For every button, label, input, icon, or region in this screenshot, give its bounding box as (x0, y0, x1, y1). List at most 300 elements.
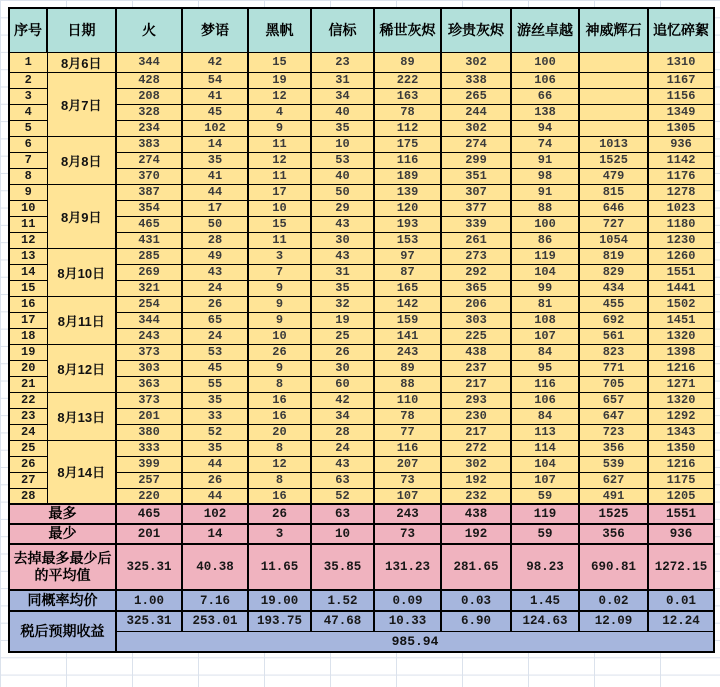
max-value-cell[interactable]: 119 (511, 504, 579, 524)
data-cell[interactable]: 10 (248, 328, 311, 344)
income-value-cell[interactable]: 10.33 (374, 611, 441, 631)
data-cell[interactable]: 222 (374, 72, 441, 88)
data-cell[interactable]: 539 (579, 456, 648, 472)
data-cell[interactable]: 86 (511, 232, 579, 248)
data-cell[interactable]: 465 (116, 216, 182, 232)
data-cell[interactable]: 108 (511, 312, 579, 328)
min-value-cell[interactable]: 3 (248, 524, 311, 544)
data-cell[interactable]: 87 (374, 264, 441, 280)
data-cell[interactable]: 491 (579, 488, 648, 504)
data-cell[interactable]: 9 (248, 296, 311, 312)
data-cell[interactable]: 244 (441, 104, 511, 120)
data-cell[interactable]: 1292 (648, 408, 714, 424)
data-cell[interactable]: 561 (579, 328, 648, 344)
data-cell[interactable]: 16 (248, 488, 311, 504)
row-index-cell[interactable]: 16 (9, 296, 47, 312)
data-cell[interactable]: 35 (182, 152, 248, 168)
max-value-cell[interactable]: 1525 (579, 504, 648, 524)
max-value-cell[interactable]: 465 (116, 504, 182, 524)
row-index-cell[interactable]: 4 (9, 104, 47, 120)
min-value-cell[interactable]: 59 (511, 524, 579, 544)
price-value-cell[interactable]: 1.52 (311, 590, 374, 611)
data-cell[interactable]: 1278 (648, 184, 714, 200)
data-cell[interactable]: 230 (441, 408, 511, 424)
data-cell[interactable]: 11 (248, 168, 311, 184)
row-index-cell[interactable]: 26 (9, 456, 47, 472)
data-cell[interactable]: 65 (182, 312, 248, 328)
min-value-cell[interactable]: 192 (441, 524, 511, 544)
data-cell[interactable]: 351 (441, 168, 511, 184)
data-cell[interactable]: 1502 (648, 296, 714, 312)
column-header-rare-ash[interactable]: 稀世灰烬 (374, 8, 441, 52)
data-cell[interactable]: 14 (182, 136, 248, 152)
data-cell[interactable]: 175 (374, 136, 441, 152)
data-cell[interactable]: 24 (182, 280, 248, 296)
data-cell[interactable]: 377 (441, 200, 511, 216)
date-cell[interactable]: 8月14日 (47, 440, 116, 504)
column-header-memory-shards[interactable]: 追忆碎絮 (648, 8, 714, 52)
data-cell[interactable]: 344 (116, 52, 182, 72)
data-cell[interactable]: 30 (311, 232, 374, 248)
data-cell[interactable]: 53 (182, 344, 248, 360)
data-cell[interactable]: 88 (511, 200, 579, 216)
max-value-cell[interactable]: 1551 (648, 504, 714, 524)
data-cell[interactable]: 225 (441, 328, 511, 344)
data-cell[interactable]: 91 (511, 184, 579, 200)
data-cell[interactable]: 89 (374, 52, 441, 72)
data-cell[interactable]: 1216 (648, 456, 714, 472)
data-cell[interactable]: 207 (374, 456, 441, 472)
data-cell[interactable]: 193 (374, 216, 441, 232)
data-cell[interactable]: 1398 (648, 344, 714, 360)
data-cell[interactable]: 272 (441, 440, 511, 456)
data-cell[interactable]: 119 (511, 248, 579, 264)
data-cell[interactable]: 1023 (648, 200, 714, 216)
row-index-cell[interactable]: 25 (9, 440, 47, 456)
data-cell[interactable]: 20 (248, 424, 311, 440)
data-cell[interactable]: 771 (579, 360, 648, 376)
data-cell[interactable]: 257 (116, 472, 182, 488)
data-cell[interactable]: 33 (182, 408, 248, 424)
row-index-cell[interactable]: 14 (9, 264, 47, 280)
data-cell[interactable]: 63 (311, 472, 374, 488)
data-cell[interactable]: 10 (248, 200, 311, 216)
data-cell[interactable]: 1230 (648, 232, 714, 248)
avg-value-cell[interactable]: 131.23 (374, 544, 441, 590)
price-value-cell[interactable]: 19.00 (248, 590, 311, 611)
date-cell[interactable]: 8月9日 (47, 184, 116, 248)
data-cell[interactable]: 42 (311, 392, 374, 408)
row-index-cell[interactable]: 23 (9, 408, 47, 424)
data-cell[interactable]: 7 (248, 264, 311, 280)
data-cell[interactable]: 55 (182, 376, 248, 392)
price-label-cell[interactable]: 同概率均价 (9, 590, 116, 611)
date-cell[interactable]: 8月10日 (47, 248, 116, 296)
data-cell[interactable]: 455 (579, 296, 648, 312)
data-cell[interactable]: 373 (116, 392, 182, 408)
avg-value-cell[interactable]: 281.65 (441, 544, 511, 590)
data-cell[interactable]: 50 (182, 216, 248, 232)
data-cell[interactable]: 142 (374, 296, 441, 312)
data-cell[interactable]: 10 (311, 136, 374, 152)
data-cell[interactable]: 8 (248, 440, 311, 456)
data-cell[interactable]: 338 (441, 72, 511, 88)
data-cell[interactable]: 163 (374, 88, 441, 104)
row-index-cell[interactable]: 21 (9, 376, 47, 392)
date-cell[interactable]: 8月12日 (47, 344, 116, 392)
data-cell[interactable]: 30 (311, 360, 374, 376)
data-cell[interactable]: 97 (374, 248, 441, 264)
data-cell[interactable]: 43 (182, 264, 248, 280)
row-index-cell[interactable]: 28 (9, 488, 47, 504)
data-cell[interactable]: 45 (182, 360, 248, 376)
data-cell[interactable]: 78 (374, 408, 441, 424)
data-cell[interactable]: 141 (374, 328, 441, 344)
data-cell[interactable]: 110 (374, 392, 441, 408)
row-index-cell[interactable]: 19 (9, 344, 47, 360)
min-value-cell[interactable]: 14 (182, 524, 248, 544)
row-index-cell[interactable]: 6 (9, 136, 47, 152)
row-index-cell[interactable]: 1 (9, 52, 47, 72)
data-cell[interactable]: 19 (311, 312, 374, 328)
data-cell[interactable]: 41 (182, 88, 248, 104)
column-header-serial[interactable]: 序号 (9, 8, 47, 52)
min-value-cell[interactable]: 356 (579, 524, 648, 544)
income-value-cell[interactable]: 193.75 (248, 611, 311, 631)
data-cell[interactable]: 28 (182, 232, 248, 248)
data-cell[interactable] (579, 120, 648, 136)
data-cell[interactable]: 428 (116, 72, 182, 88)
data-cell[interactable]: 206 (441, 296, 511, 312)
data-cell[interactable] (579, 104, 648, 120)
data-cell[interactable]: 8 (248, 376, 311, 392)
data-cell[interactable]: 107 (374, 488, 441, 504)
data-cell[interactable]: 26 (311, 344, 374, 360)
income-value-cell[interactable]: 12.09 (579, 611, 648, 631)
data-cell[interactable] (579, 72, 648, 88)
data-cell[interactable]: 94 (511, 120, 579, 136)
max-label-cell[interactable]: 最多 (9, 504, 116, 524)
data-cell[interactable]: 102 (182, 120, 248, 136)
min-value-cell[interactable]: 73 (374, 524, 441, 544)
price-value-cell[interactable]: 0.09 (374, 590, 441, 611)
column-header-date[interactable]: 日期 (47, 8, 116, 52)
data-cell[interactable]: 120 (374, 200, 441, 216)
min-value-cell[interactable]: 201 (116, 524, 182, 544)
data-cell[interactable]: 438 (441, 344, 511, 360)
data-cell[interactable]: 201 (116, 408, 182, 424)
data-cell[interactable]: 1441 (648, 280, 714, 296)
data-cell[interactable]: 1205 (648, 488, 714, 504)
data-cell[interactable]: 31 (311, 264, 374, 280)
data-cell[interactable]: 26 (182, 296, 248, 312)
data-cell[interactable]: 34 (311, 408, 374, 424)
data-cell[interactable]: 44 (182, 456, 248, 472)
column-header-precious-ash[interactable]: 珍贵灰烬 (441, 8, 511, 52)
data-cell[interactable]: 45 (182, 104, 248, 120)
data-cell[interactable]: 302 (441, 456, 511, 472)
data-cell[interactable]: 104 (511, 456, 579, 472)
data-cell[interactable]: 354 (116, 200, 182, 216)
date-cell[interactable]: 8月8日 (47, 136, 116, 184)
data-cell[interactable]: 285 (116, 248, 182, 264)
data-cell[interactable]: 269 (116, 264, 182, 280)
data-cell[interactable]: 88 (374, 376, 441, 392)
min-value-cell[interactable]: 936 (648, 524, 714, 544)
data-cell[interactable]: 26 (248, 344, 311, 360)
income-value-cell[interactable]: 6.90 (441, 611, 511, 631)
max-value-cell[interactable]: 243 (374, 504, 441, 524)
data-cell[interactable]: 98 (511, 168, 579, 184)
data-cell[interactable]: 321 (116, 280, 182, 296)
data-cell[interactable] (579, 52, 648, 72)
data-cell[interactable]: 370 (116, 168, 182, 184)
data-cell[interactable]: 77 (374, 424, 441, 440)
avg-value-cell[interactable]: 35.85 (311, 544, 374, 590)
data-cell[interactable]: 60 (311, 376, 374, 392)
data-cell[interactable]: 19 (248, 72, 311, 88)
data-cell[interactable]: 646 (579, 200, 648, 216)
data-cell[interactable]: 274 (441, 136, 511, 152)
data-cell[interactable]: 95 (511, 360, 579, 376)
data-cell[interactable]: 723 (579, 424, 648, 440)
data-cell[interactable]: 12 (248, 456, 311, 472)
max-value-cell[interactable]: 102 (182, 504, 248, 524)
data-cell[interactable]: 1156 (648, 88, 714, 104)
data-cell[interactable]: 116 (374, 152, 441, 168)
data-cell[interactable]: 815 (579, 184, 648, 200)
row-index-cell[interactable]: 7 (9, 152, 47, 168)
data-cell[interactable]: 81 (511, 296, 579, 312)
price-value-cell[interactable]: 7.16 (182, 590, 248, 611)
date-cell[interactable]: 8月7日 (47, 72, 116, 136)
data-cell[interactable]: 50 (311, 184, 374, 200)
data-cell[interactable]: 26 (182, 472, 248, 488)
price-value-cell[interactable]: 0.02 (579, 590, 648, 611)
data-cell[interactable]: 373 (116, 344, 182, 360)
data-cell[interactable]: 34 (311, 88, 374, 104)
data-cell[interactable] (579, 88, 648, 104)
data-cell[interactable]: 16 (248, 408, 311, 424)
data-cell[interactable]: 302 (441, 52, 511, 72)
row-index-cell[interactable]: 3 (9, 88, 47, 104)
data-cell[interactable]: 165 (374, 280, 441, 296)
data-cell[interactable]: 23 (311, 52, 374, 72)
data-cell[interactable]: 303 (441, 312, 511, 328)
data-cell[interactable]: 35 (311, 280, 374, 296)
date-cell[interactable]: 8月13日 (47, 392, 116, 440)
data-cell[interactable]: 17 (182, 200, 248, 216)
data-cell[interactable]: 84 (511, 408, 579, 424)
data-cell[interactable]: 220 (116, 488, 182, 504)
data-cell[interactable]: 1320 (648, 392, 714, 408)
data-cell[interactable]: 1310 (648, 52, 714, 72)
data-cell[interactable]: 208 (116, 88, 182, 104)
data-cell[interactable]: 104 (511, 264, 579, 280)
data-cell[interactable]: 339 (441, 216, 511, 232)
income-value-cell[interactable]: 124.63 (511, 611, 579, 631)
data-cell[interactable]: 89 (374, 360, 441, 376)
data-cell[interactable]: 138 (511, 104, 579, 120)
avg-label-cell[interactable]: 去掉最多最少后的平均值 (9, 544, 116, 590)
data-cell[interactable]: 11 (248, 232, 311, 248)
row-index-cell[interactable]: 13 (9, 248, 47, 264)
data-cell[interactable]: 40 (311, 168, 374, 184)
avg-value-cell[interactable]: 690.81 (579, 544, 648, 590)
data-cell[interactable]: 192 (441, 472, 511, 488)
data-cell[interactable]: 1320 (648, 328, 714, 344)
income-label-cell[interactable]: 税后预期收益 (9, 611, 116, 652)
data-cell[interactable]: 1271 (648, 376, 714, 392)
data-cell[interactable]: 28 (311, 424, 374, 440)
data-cell[interactable]: 100 (511, 216, 579, 232)
min-label-cell[interactable]: 最少 (9, 524, 116, 544)
data-cell[interactable]: 159 (374, 312, 441, 328)
data-cell[interactable]: 53 (311, 152, 374, 168)
data-cell[interactable]: 114 (511, 440, 579, 456)
data-cell[interactable]: 261 (441, 232, 511, 248)
data-cell[interactable]: 100 (511, 52, 579, 72)
column-header-gossamer[interactable]: 游丝卓越 (511, 8, 579, 52)
data-cell[interactable]: 35 (182, 440, 248, 456)
data-cell[interactable]: 9 (248, 360, 311, 376)
data-cell[interactable]: 25 (311, 328, 374, 344)
data-cell[interactable]: 1180 (648, 216, 714, 232)
data-cell[interactable]: 365 (441, 280, 511, 296)
row-index-cell[interactable]: 10 (9, 200, 47, 216)
data-cell[interactable]: 9 (248, 312, 311, 328)
data-cell[interactable]: 1216 (648, 360, 714, 376)
data-cell[interactable]: 217 (441, 376, 511, 392)
data-cell[interactable]: 73 (374, 472, 441, 488)
data-cell[interactable]: 15 (248, 216, 311, 232)
data-cell[interactable]: 24 (311, 440, 374, 456)
data-cell[interactable]: 106 (511, 392, 579, 408)
data-cell[interactable]: 292 (441, 264, 511, 280)
data-cell[interactable]: 107 (511, 472, 579, 488)
data-cell[interactable]: 35 (311, 120, 374, 136)
row-index-cell[interactable]: 24 (9, 424, 47, 440)
data-cell[interactable]: 49 (182, 248, 248, 264)
income-value-cell[interactable]: 12.24 (648, 611, 714, 631)
data-cell[interactable]: 84 (511, 344, 579, 360)
data-cell[interactable]: 823 (579, 344, 648, 360)
data-cell[interactable]: 42 (182, 52, 248, 72)
data-cell[interactable]: 302 (441, 120, 511, 136)
data-cell[interactable]: 363 (116, 376, 182, 392)
data-cell[interactable]: 35 (182, 392, 248, 408)
data-cell[interactable]: 1451 (648, 312, 714, 328)
data-cell[interactable]: 153 (374, 232, 441, 248)
data-cell[interactable]: 627 (579, 472, 648, 488)
row-index-cell[interactable]: 18 (9, 328, 47, 344)
data-cell[interactable]: 307 (441, 184, 511, 200)
price-value-cell[interactable]: 1.00 (116, 590, 182, 611)
data-cell[interactable]: 17 (248, 184, 311, 200)
data-cell[interactable]: 99 (511, 280, 579, 296)
row-index-cell[interactable]: 15 (9, 280, 47, 296)
data-cell[interactable]: 265 (441, 88, 511, 104)
data-cell[interactable]: 243 (116, 328, 182, 344)
column-header-heifan[interactable]: 黑帆 (248, 8, 311, 52)
max-value-cell[interactable]: 63 (311, 504, 374, 524)
data-cell[interactable]: 116 (511, 376, 579, 392)
data-cell[interactable]: 31 (311, 72, 374, 88)
row-index-cell[interactable]: 11 (9, 216, 47, 232)
row-index-cell[interactable]: 5 (9, 120, 47, 136)
data-cell[interactable]: 113 (511, 424, 579, 440)
data-cell[interactable]: 1013 (579, 136, 648, 152)
data-cell[interactable]: 217 (441, 424, 511, 440)
data-cell[interactable]: 29 (311, 200, 374, 216)
data-cell[interactable]: 243 (374, 344, 441, 360)
data-cell[interactable]: 107 (511, 328, 579, 344)
data-cell[interactable]: 705 (579, 376, 648, 392)
data-cell[interactable]: 692 (579, 312, 648, 328)
avg-value-cell[interactable]: 1272.15 (648, 544, 714, 590)
max-value-cell[interactable]: 26 (248, 504, 311, 524)
data-cell[interactable]: 479 (579, 168, 648, 184)
data-cell[interactable]: 1167 (648, 72, 714, 88)
data-cell[interactable]: 43 (311, 456, 374, 472)
data-cell[interactable]: 1176 (648, 168, 714, 184)
data-cell[interactable]: 1054 (579, 232, 648, 248)
data-cell[interactable]: 3 (248, 248, 311, 264)
data-cell[interactable]: 16 (248, 392, 311, 408)
data-cell[interactable]: 59 (511, 488, 579, 504)
data-cell[interactable]: 727 (579, 216, 648, 232)
data-cell[interactable]: 232 (441, 488, 511, 504)
data-cell[interactable]: 91 (511, 152, 579, 168)
data-cell[interactable]: 106 (511, 72, 579, 88)
data-cell[interactable]: 1551 (648, 264, 714, 280)
date-cell[interactable]: 8月6日 (47, 52, 116, 72)
data-cell[interactable]: 299 (441, 152, 511, 168)
data-cell[interactable]: 11 (248, 136, 311, 152)
data-cell[interactable]: 1350 (648, 440, 714, 456)
data-cell[interactable]: 4 (248, 104, 311, 120)
data-cell[interactable]: 344 (116, 312, 182, 328)
income-value-cell[interactable]: 253.01 (182, 611, 248, 631)
data-cell[interactable]: 237 (441, 360, 511, 376)
date-cell[interactable]: 8月11日 (47, 296, 116, 344)
data-cell[interactable]: 380 (116, 424, 182, 440)
price-value-cell[interactable]: 0.03 (441, 590, 511, 611)
data-cell[interactable]: 41 (182, 168, 248, 184)
column-header-shenwei-gem[interactable]: 神威辉石 (579, 8, 648, 52)
avg-value-cell[interactable]: 11.65 (248, 544, 311, 590)
data-cell[interactable]: 647 (579, 408, 648, 424)
data-cell[interactable]: 303 (116, 360, 182, 376)
data-cell[interactable]: 829 (579, 264, 648, 280)
data-cell[interactable]: 1260 (648, 248, 714, 264)
row-index-cell[interactable]: 22 (9, 392, 47, 408)
data-cell[interactable]: 333 (116, 440, 182, 456)
data-cell[interactable]: 356 (579, 440, 648, 456)
data-cell[interactable]: 819 (579, 248, 648, 264)
data-cell[interactable]: 189 (374, 168, 441, 184)
column-header-fire[interactable]: 火 (116, 8, 182, 52)
data-cell[interactable]: 293 (441, 392, 511, 408)
data-cell[interactable]: 399 (116, 456, 182, 472)
max-value-cell[interactable]: 438 (441, 504, 511, 524)
data-cell[interactable]: 52 (311, 488, 374, 504)
data-cell[interactable]: 1142 (648, 152, 714, 168)
data-cell[interactable]: 78 (374, 104, 441, 120)
price-value-cell[interactable]: 0.01 (648, 590, 714, 611)
data-cell[interactable]: 387 (116, 184, 182, 200)
data-cell[interactable]: 274 (116, 152, 182, 168)
